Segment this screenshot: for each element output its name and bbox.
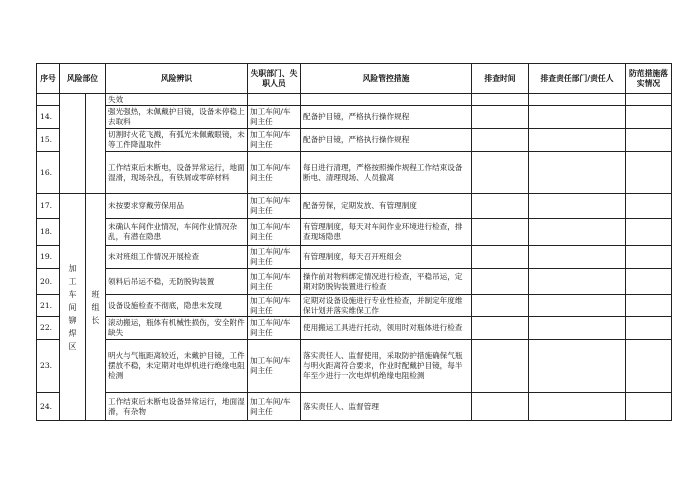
risk-identification: 失效 xyxy=(106,94,248,106)
implementation-status xyxy=(626,219,672,246)
control-measures: 操作前对物料绑定情况进行检查，平稳吊运，定期对防脱钩装置进行检查 xyxy=(301,269,472,295)
responsible-dept: 加工车间/车间主任 xyxy=(248,129,301,152)
header-responsible: 排查责任部门/责任人 xyxy=(529,64,626,94)
check-responsible xyxy=(529,317,626,340)
control-measures: 每日进行清理，严格按照操作规程工作结束设备断电、清理现场、人员撤离 xyxy=(301,152,472,194)
check-responsible xyxy=(529,94,626,106)
row-seq xyxy=(37,94,60,106)
check-responsible xyxy=(529,295,626,317)
responsible-dept: 加工车间/车间主任 xyxy=(248,269,301,295)
implementation-status xyxy=(626,106,672,129)
check-time xyxy=(472,269,529,295)
row-seq: 23. xyxy=(37,340,60,393)
table-row xyxy=(37,340,672,393)
header-time: 排查时间 xyxy=(472,64,529,94)
check-time xyxy=(472,194,529,219)
risk-identification: 未确认车间作业情况，车间作业情况杂乱，有潜在隐患 xyxy=(106,219,248,246)
responsible-dept: 加工车间/车间主任 xyxy=(248,152,301,194)
control-measures: 有管理制度，每天召开班组会 xyxy=(301,246,472,269)
row-seq: 21. xyxy=(37,295,60,317)
implementation-status xyxy=(626,317,672,340)
implementation-status xyxy=(626,194,672,219)
check-responsible xyxy=(529,219,626,246)
row-seq: 16. xyxy=(37,152,60,194)
area-label-cell xyxy=(60,194,86,421)
header-measures: 风险管控措施 xyxy=(301,64,472,94)
control-measures xyxy=(301,94,472,106)
sub-area-label: 班 组 长 xyxy=(91,289,100,325)
implementation-status xyxy=(626,129,672,152)
risk-identification: 切割时火花飞溅，有弧光未佩戴眼镜，未等工件降温取件 xyxy=(106,129,248,152)
table-row xyxy=(37,194,672,219)
control-measures: 配备护目镜，严格执行操作规程 xyxy=(301,129,472,152)
row-seq: 20. xyxy=(37,269,60,295)
responsible-dept: 加工车间/车间主任 xyxy=(248,340,301,393)
header-dept: 失职部门、失职人员 xyxy=(248,64,301,94)
table-header-row xyxy=(37,64,672,94)
control-measures: 使用搬运工具进行托动，领用时对瓶体进行检查 xyxy=(301,317,472,340)
check-responsible xyxy=(529,269,626,295)
header-status: 防范措施落实情况 xyxy=(626,64,672,94)
check-time xyxy=(472,152,529,194)
implementation-status xyxy=(626,269,672,295)
header-area: 风险部位 xyxy=(60,64,106,94)
sub-area-cell-top xyxy=(86,94,106,194)
implementation-status xyxy=(626,152,672,194)
control-measures: 落实责任人、监督管理 xyxy=(301,393,472,421)
risk-identification: 滚动搬运，瓶体有机械性损伤，安全附件缺失 xyxy=(106,317,248,340)
row-seq: 15. xyxy=(37,129,60,152)
responsible-dept: 加工车间/车间主任 xyxy=(248,219,301,246)
responsible-dept: 加工车间/车间主任 xyxy=(248,106,301,129)
check-responsible xyxy=(529,340,626,393)
responsible-dept xyxy=(248,94,301,106)
header-seq: 序号 xyxy=(37,64,60,94)
area-cell-top xyxy=(60,94,86,194)
check-time xyxy=(472,106,529,129)
responsible-dept: 加工车间/车间主任 xyxy=(248,393,301,421)
table-row xyxy=(37,393,672,421)
row-seq: 14. xyxy=(37,106,60,129)
check-responsible xyxy=(529,393,626,421)
area-label: 加 工 车 间 铆 焊 区 xyxy=(68,263,77,351)
risk-identification: 明火与气瓶距离较近，未戴护目镜，工件摆放不稳，未定期对电焊机进行绝缘电阻检测 xyxy=(106,340,248,393)
control-measures: 落实责任人、监督使用，采取防护措施确保气瓶与明火距离符合要求，作业时配戴护目镜，每半年至少进行一次电焊机绝缘电阻检测 xyxy=(301,340,472,393)
implementation-status xyxy=(626,393,672,421)
check-responsible xyxy=(529,152,626,194)
risk-identification: 设备设施检查不彻底，隐患未发现 xyxy=(106,295,248,317)
implementation-status xyxy=(626,340,672,393)
responsible-dept: 加工车间/车间主任 xyxy=(248,317,301,340)
control-measures: 配备护目镜，严格执行操作规程 xyxy=(301,106,472,129)
implementation-status xyxy=(626,295,672,317)
table-row xyxy=(37,129,672,152)
table-row xyxy=(37,106,672,129)
risk-identification: 领料后吊运不稳，无防脱钩装置 xyxy=(106,269,248,295)
row-seq: 22. xyxy=(37,317,60,340)
row-seq: 19. xyxy=(37,246,60,269)
row-seq: 17. xyxy=(37,194,60,219)
check-time xyxy=(472,94,529,106)
row-seq: 24. xyxy=(37,393,60,421)
responsible-dept: 加工车间/车间主任 xyxy=(248,295,301,317)
responsible-dept: 加工车间/车间主任 xyxy=(248,246,301,269)
risk-identification: 工作结束后未断电，设备异常运行，地面湿滑，现场杂乱，有铁屑或零碎材料 xyxy=(106,152,248,194)
check-time xyxy=(472,129,529,152)
table-row xyxy=(37,295,672,317)
check-responsible xyxy=(529,194,626,219)
check-time xyxy=(472,246,529,269)
implementation-status xyxy=(626,94,672,106)
sub-area-label-cell xyxy=(86,194,106,421)
check-time xyxy=(472,219,529,246)
control-measures: 有管理制度，每天对车间作业环境进行检查，排查现场隐患 xyxy=(301,219,472,246)
check-time xyxy=(472,393,529,421)
check-time xyxy=(472,295,529,317)
check-responsible xyxy=(529,129,626,152)
table-row xyxy=(37,94,672,106)
table-row xyxy=(37,152,672,194)
check-responsible xyxy=(529,246,626,269)
risk-control-table-container xyxy=(36,63,671,436)
header-identify: 风险辨识 xyxy=(106,64,248,94)
control-measures: 定期对设备设施进行专业性检查，并制定年度维保计划并落实维保工作 xyxy=(301,295,472,317)
risk-identification: 未对班组工作情况开展检查 xyxy=(106,246,248,269)
risk-identification: 工作结束后未断电设备异常运行，地面湿滑，有杂物 xyxy=(106,393,248,421)
table-row xyxy=(37,317,672,340)
control-measures: 配备劳保，定期发放、有管理制度 xyxy=(301,194,472,219)
table-row xyxy=(37,219,672,246)
risk-control-table xyxy=(36,63,672,421)
row-seq: 18. xyxy=(37,219,60,246)
check-time xyxy=(472,340,529,393)
check-time xyxy=(472,317,529,340)
risk-identification: 未按要求穿戴劳保用品 xyxy=(106,194,248,219)
table-row xyxy=(37,269,672,295)
check-responsible xyxy=(529,106,626,129)
implementation-status xyxy=(626,246,672,269)
responsible-dept: 加工车间/车间主任 xyxy=(248,194,301,219)
risk-identification: 强光强热，未佩戴护目镜，设备未停稳上去取料 xyxy=(106,106,248,129)
table-row xyxy=(37,246,672,269)
